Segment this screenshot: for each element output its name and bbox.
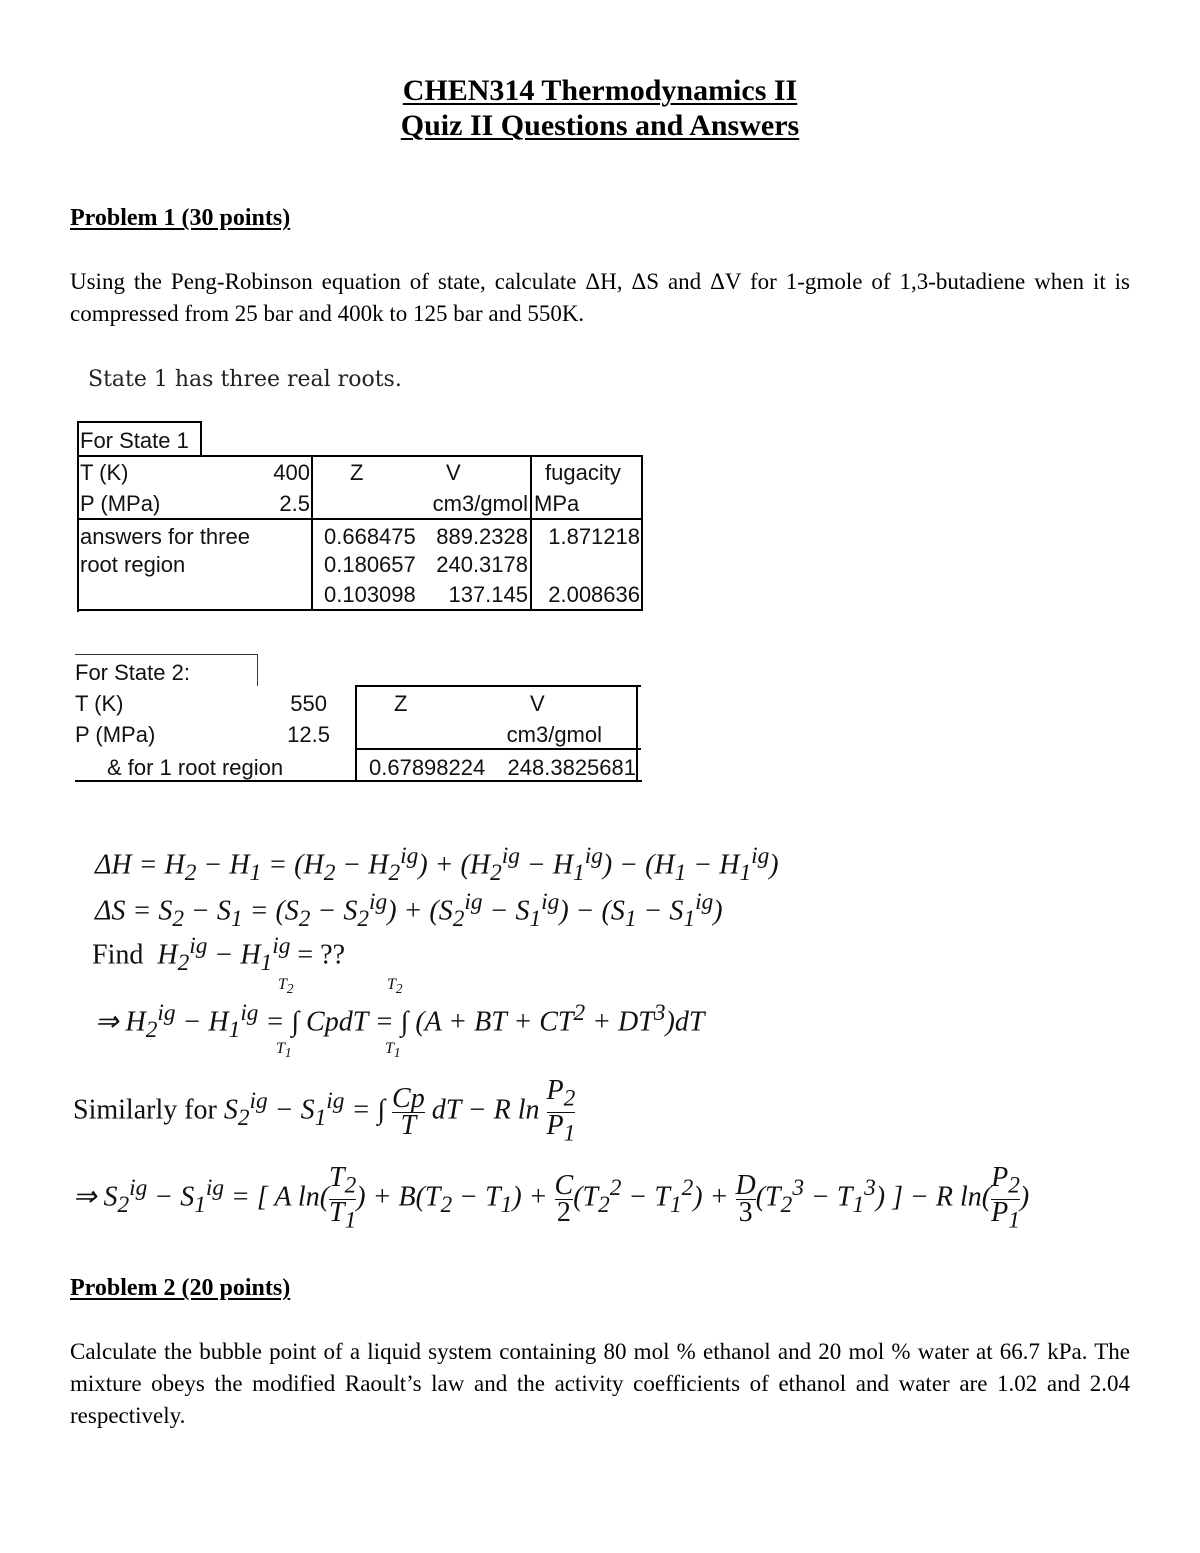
state2-t-label: T (K) [75,691,124,716]
state2-p-value: 12.5 [287,722,330,747]
state2-col-z: Z [394,691,408,716]
state1-col-v: V [446,460,461,485]
state1-col-v-unit: cm3/gmol [432,491,528,516]
state2-col-v-unit: cm3/gmol [506,722,602,747]
state1-z-cell: 0.668475 [324,524,416,549]
state1-row-label: root region [80,552,186,577]
equation-enthalpy-integral: ⇒ $H_2^{ig} - H_1^{ig}$ = ∫ CpdT = ∫ (A + BT + $CT^2 + DT^3)dT$ [95,1000,705,1043]
state1-col-fugacity-unit: MPa [534,491,580,516]
problem2-text: Calculate the bubble point of a liquid system containing 80 mol % ethanol and 20 mol % water at 66.7 kPa. The mixture obeys the modified Raoult’s law and the activity coefficients of ethanol and water are 1.02 and 2.04 respectively. [70,1339,1130,1428]
state1-t-value: 400 [273,460,310,485]
state2-caption: For State 2: [75,660,190,685]
equation-entropy-result: ⇒ $S_2^{ig} - S_1^{ig}$ = [ A ln( $\frac{T_2}{T_1}$ ) + $B(T_2 - T_1)$ + $\frac{C}{2}$ $(T_2^2 - T_1^2)$ + $\frac{D}{3}$ $(T_2^3 - T_1^3)$ ] − R ln( $\frac{P_2}{P_1}$ ) [73,1162,1030,1234]
integral-upper-limit: $T_2$ [278,976,294,997]
state1-caption: For State 1 [80,428,189,453]
equation-delta-s: $\Delta S = S_2 - S_1 = (S_2 - S_2^{ig}) + (S_2^{ig} - S_1^{ig}) - (S_1 - S_1^{ig})$ [95,889,723,932]
state2-p-label: P (MPa) [75,722,156,747]
equation-entropy-integral: Similarly for $S_2^{ig} - S_1^{ig}$ = ∫ $\frac{Cp}{T}$ dT − R ln $\frac{P_2}{P_1}$ [73,1075,576,1147]
state2-row-label: & for 1 root region [107,755,284,780]
state2-z-cell: 0.67898224 [369,755,486,780]
state1-v-cell: 240.3178 [436,552,528,577]
equation-delta-h: $\Delta H = H_2 - H_1 = (H_2 - H_2^{ig}) + (H_2^{ig} - H_1^{ig}) - (H_1 - H_1^{ig})$ [95,843,779,886]
state2-col-v: V [530,691,545,716]
state1-z-cell: 0.103098 [324,582,416,607]
state2-v-cell: 248.3825681 [507,755,636,780]
state1-p-label: P (MPa) [80,491,161,516]
similarly-label: Similarly for [73,1094,217,1126]
document-subtitle: Quiz II Questions and Answers [400,109,800,142]
state2-t-value: 550 [290,691,327,716]
state1-p-value: 2.5 [279,491,310,516]
state1-v-cell: 137.145 [448,582,528,607]
state1-v-cell: 889.2328 [436,524,528,549]
integral-upper-limit: $T_2$ [387,976,403,997]
state1-f-cell: 1.871218 [548,524,640,549]
state1-col-z: Z [350,460,364,485]
problem1-text: Using the Peng-Robinson equation of state, calculate ΔH, ΔS and ΔV for 1-gmole of 1,3-butadiene when it is compressed from 25 bar and 400k to 125 bar and 550K. [70,269,1130,326]
find-label: Find [92,939,144,971]
problem1-heading: Problem 1 (30 points) [70,205,291,231]
integral-lower-limit: $T_1$ [276,1040,292,1061]
state1-f-cell: 2.008636 [548,582,640,607]
state1-note: State 1 has three real roots. [88,367,402,392]
state1-col-fugacity: fugacity [545,460,621,485]
document-title: CHEN314 Thermodynamics II [402,74,798,107]
integral-lower-limit: $T_1$ [385,1040,401,1061]
problem2-heading: Problem 2 (20 points) [70,1275,291,1301]
equation-find: Find $H_2^{ig} - H_1^{ig}$ = ?? [92,933,346,976]
state1-z-cell: 0.180657 [324,552,416,577]
state1-t-label: T (K) [80,460,129,485]
state1-row-label: answers for three [80,524,250,549]
